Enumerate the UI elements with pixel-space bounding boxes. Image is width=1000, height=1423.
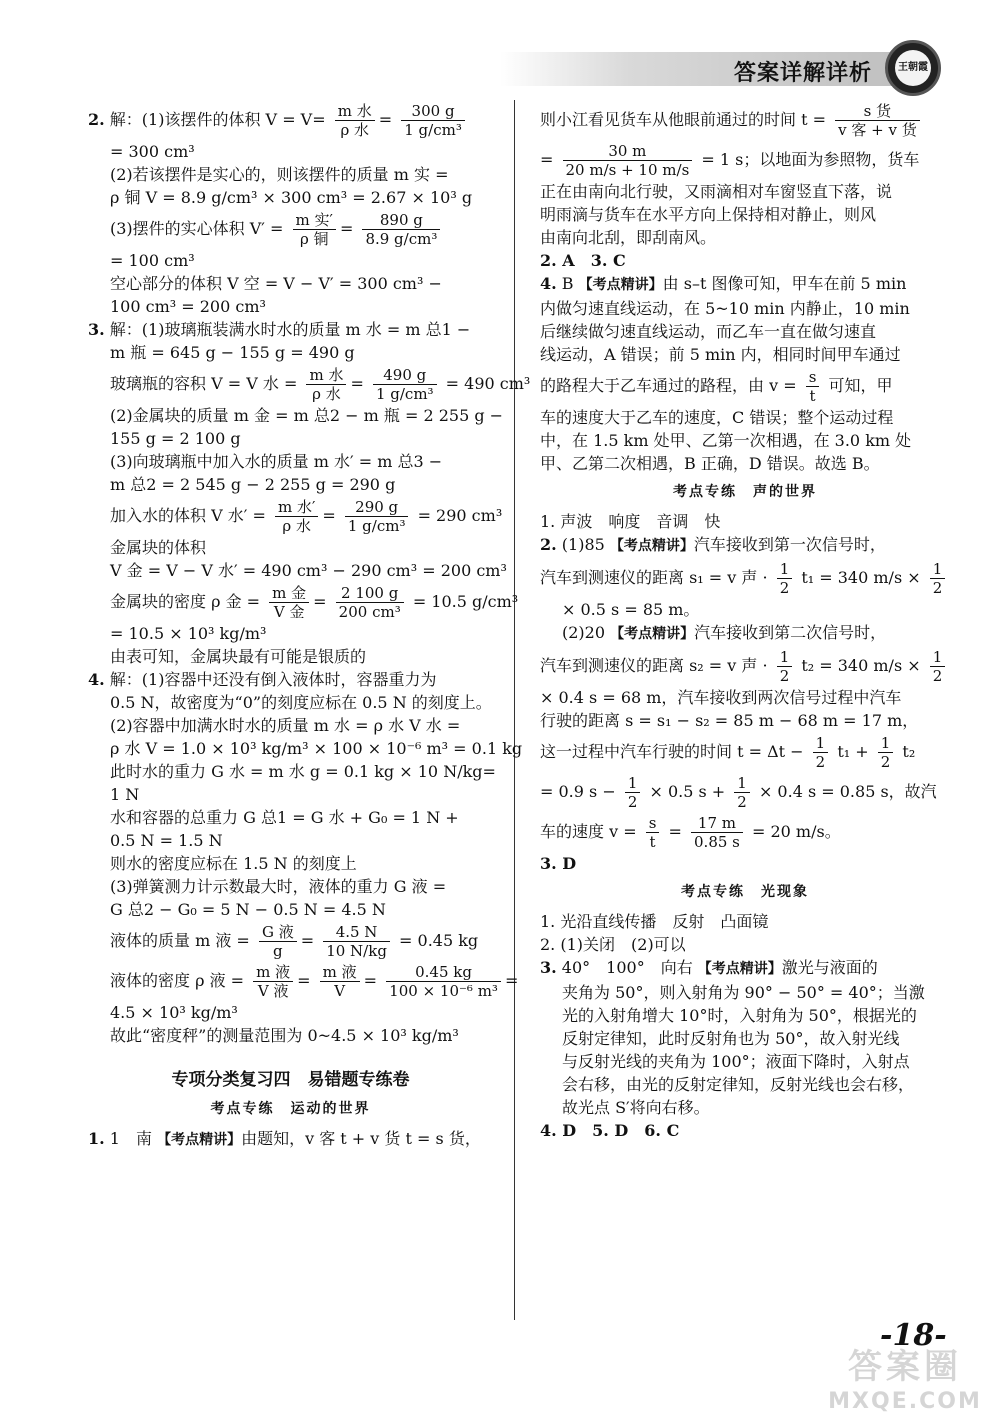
- fraction: $\frac{1}{2}$: [777, 648, 793, 685]
- fraction: $\frac{490 g}{\text{1 g/cm³}}$: [373, 366, 437, 403]
- q4-line-8: 0.5 N = 1.5 N: [110, 831, 223, 850]
- q4-line-2: 0.5 N，故密度为“0”的刻度应标在 0.5 N 的刻度上。: [110, 693, 492, 712]
- r-line-2: = $\frac{30 m}{20 m/s + 10 m/s}$ = 1 s；以地面为参照物，货车: [540, 142, 920, 179]
- fraction: $\frac{1}{2}$: [878, 734, 894, 771]
- light-q3-line-1: 3. 40° 100° 向右 【考点精讲】激光与液面的: [540, 958, 878, 977]
- q4-line-14: 4.5 × 10³ kg/m³: [110, 1003, 238, 1022]
- light-q1: 1. 光沿直线传播 反射 凸面镜: [540, 912, 769, 931]
- sound-q2-line-4: (2)20 【考点精讲】汽车接收到第二次信号时，: [562, 623, 887, 642]
- q3-line-2: m 瓶 = 645 g − 155 g = 490 g: [110, 343, 355, 362]
- q4-line-1: 4. 解：(1)容器中还没有倒入液体时，容器重力为: [88, 670, 437, 689]
- sound-q2-line-6: × 0.4 s = 68 m，汽车接收到两次信号过程中汽车: [540, 688, 902, 707]
- fraction: $\frac{\text{m 水}}{\text{ρ 水}}$: [306, 366, 346, 403]
- fraction: $\frac{1}{2}$: [930, 648, 946, 685]
- fraction: $\frac{1}{2}$: [930, 560, 946, 597]
- q4-line-13: 液体的密度 ρ 液 = $\frac{\text{m 液}}{\text{V 液}}$ = $\frac{\text{m 液}}{V}$ = $\frac{0.45 kg}{\text{100 × 10⁻⁶ m³}}$ =: [110, 963, 519, 1000]
- fraction: $\frac{4.5 N}{10 N/kg}$: [323, 923, 390, 960]
- fraction: $\frac{0.45 kg}{\text{100 × 10⁻⁶ m³}}$: [386, 963, 501, 1000]
- q2-line-7: 空心部分的体积 V 空 = V − V′ = 300 cm³ −: [110, 274, 442, 293]
- fraction: $\frac{\text{m 液}}{V}$: [320, 963, 360, 1000]
- column-divider: [514, 100, 515, 1320]
- q3-line-7: m 总2 = 2 545 g − 2 255 g = 290 g: [110, 475, 396, 494]
- q4-line-11: G 总2 − G₀ = 5 N − 0.5 N = 4.5 N: [110, 900, 386, 919]
- fraction: $\frac{\text{m 液}}{\text{V 液}}$: [253, 963, 293, 1000]
- watermark-text-bottom: MXQE.COM: [828, 1389, 982, 1414]
- r-q4-line-6: 车的速度大于乙车的速度，C 错误；整个运动过程: [540, 408, 894, 427]
- r-line-1: 则小江看见货车从他眼前通过的时间 t = $\frac{\text{s 货}}{\text{v 客 + v 货}}$: [540, 100, 950, 140]
- q3-line-13: 由表可知，金属块最有可能是银质的: [110, 647, 367, 666]
- q2-line-5: (3)摆件的实心体积 V′ = $\frac{\text{m 实′}}{\text{ρ 铜}}$ = $\frac{890 g}{\text{8.9 g/cm³}}$: [88, 209, 493, 249]
- fraction: $\frac{\text{s 货}}{\text{v 客 + v 货}}$: [835, 102, 920, 139]
- sound-q2-line-1: 2. (1)85 【考点精讲】汽车接收到第一次信号时，: [540, 535, 886, 554]
- r-q4-line-5: 的路程大于乙车通过的路程，由 v = $\frac{s}{t}$ 可知，甲: [540, 368, 893, 405]
- sound-q3: 3. D: [540, 854, 577, 873]
- section-title: 专项分类复习四 易错题专练卷: [171, 1070, 410, 1090]
- light-q3-line-7: 故光点 S′将向右移。: [562, 1098, 710, 1117]
- fraction: $\frac{290 g}{\text{1 g/cm³}}$: [345, 498, 409, 535]
- watermark-logo: [820, 1345, 990, 1420]
- r-q4-line-7: 中，在 1.5 km 处甲、乙第一次相遇，在 3.0 km 处: [540, 431, 912, 450]
- sound-q2-line-9: = 0.9 s − $\frac{1}{2}$ × 0.5 s + $\frac{1}{2}$ × 0.4 s = 0.85 s，故汽: [540, 774, 937, 811]
- left-column: [88, 100, 531, 1152]
- light-q3-line-2: 夹角为 50°，则入射角为 90° − 50° = 40°；当激: [562, 983, 925, 1002]
- q3-line-10: V 金 = V − V 水′ = 490 cm³ − 290 cm³ = 200 cm³: [110, 561, 507, 580]
- subsection-title-sound: 考点专练 声的世界: [673, 484, 817, 500]
- q3-line-12: = 10.5 × 10³ kg/m³: [110, 624, 267, 643]
- fraction: $\frac{\text{m 水′}}{\text{ρ 水}}$: [275, 498, 318, 535]
- q4-line-4: ρ 水 V = 1.0 × 10³ kg/m³ × 100 × 10⁻⁶ m³ = 0.1 kg: [110, 739, 523, 758]
- fraction: $\frac{1}{2}$: [777, 560, 793, 597]
- r-q4-line-4: 线运动，A 错误；前 5 min 内，相同时间甲车通过: [540, 345, 901, 364]
- light-q2: 2. (1)关闭 (2)可以: [540, 935, 686, 954]
- q4-line-10: (3)弹簧测力计示数最大时，液体的重力 G 液 =: [110, 877, 447, 896]
- right-column: [540, 100, 950, 1142]
- q4-line-12: 液体的质量 m 液 = $\frac{\text{G 液}}{g}$ = $\frac{4.5 N}{10 N/kg}$ = 0.45 kg: [110, 923, 479, 960]
- light-q4-6: 4. D 5. D 6. C: [540, 1121, 680, 1140]
- sound-q2-line-10: 车的速度 v = $\frac{s}{t}$ = $\frac{17 m}{0.85 s}$ = 20 m/s。: [540, 814, 841, 851]
- q4-line-7: 水和容器的总重力 G 总1 = G 水 + G₀ = 1 N +: [110, 808, 459, 827]
- q4-line-9: 则水的密度应标在 1.5 N 的刻度上: [110, 854, 357, 873]
- r-q4-line-3: 后继续做匀速直线运动，而乙车一直在做匀速直: [540, 322, 877, 341]
- fraction: $\frac{\text{m 金}}{\text{V 金}}$: [269, 584, 309, 621]
- q4-line-5: 此时水的重力 G 水 = m 水 g = 0.1 kg × 10 N/kg=: [110, 762, 496, 781]
- r-q4-line-2: 内做匀速直线运动，在 5~10 min 内静止，10 min: [540, 299, 910, 318]
- q3-line-1: 3. 解：(1)玻璃瓶装满水时水的质量 m 水 = m 总1 −: [88, 320, 471, 339]
- q3-line-9: 金属块的体积: [110, 538, 207, 557]
- fraction: $\frac{s}{t}$: [806, 368, 820, 405]
- r-q4-line-8: 甲、乙第二次相遇，B 正确，D 错误。故选 B。: [540, 454, 880, 473]
- brand-logo-icon: [885, 40, 941, 96]
- fraction: $\frac{890 g}{\text{8.9 g/cm³}}$: [362, 211, 440, 248]
- q3-line-11: 金属块的密度 ρ 金 = $\frac{\text{m 金}}{\text{V 金}}$ = $\frac{2 100 g}{\text{200 cm³}}$ = 10.5 g/cm³: [110, 584, 519, 621]
- fraction: $\frac{1}{2}$: [813, 734, 829, 771]
- sound-q1: 1. 声波 响度 音调 快: [540, 512, 721, 531]
- q2-line-3: (2)若该摆件是实心的，则该摆件的质量 m 实 =: [110, 165, 449, 184]
- q2-line-4: ρ 铜 V = 8.9 g/cm³ × 300 cm³ = 2.67 × 10³ g: [110, 188, 473, 207]
- r-line-5: 由南向北刮，即刮南风。: [540, 228, 717, 247]
- q2-line-1: 2. 解：(1)该摆件的体积 V = V= $\frac{\text{m 水}}{\text{ρ 水}}$ = $\frac{300 g}{\text{1 g/cm³}}$: [88, 100, 493, 140]
- light-q3-line-5: 与反射光线的夹角为 100°；液面下降时，入射点: [562, 1052, 910, 1071]
- q3-line-3: 玻璃瓶的容积 V = V 水 = $\frac{\text{m 水}}{\text{ρ 水}}$ = $\frac{490 g}{\text{1 g/cm³}}$ = 490 cm³: [110, 366, 531, 403]
- q3-line-8: 加入水的体积 V 水′ = $\frac{\text{m 水′}}{\text{ρ 水}}$ = $\frac{290 g}{\text{1 g/cm³}}$ = 290 cm³: [110, 498, 503, 535]
- light-q3-line-3: 光的入射角增大 10°时，入射角为 50°，根据光的: [562, 1006, 917, 1025]
- sound-q2-line-5: 汽车到测速仪的距离 s₂ = v 声 · $\frac{1}{2}$ t₂ = 340 m/s × $\frac{1}{2}$: [540, 646, 950, 686]
- q2-line-8: 100 cm³ = 200 cm³: [110, 297, 266, 316]
- fraction: $\frac{\text{G 液}}{g}$: [259, 923, 297, 960]
- q4-line-6: 1 N: [110, 785, 140, 804]
- fraction: $\frac{30 m}{20 m/s + 10 m/s}$: [563, 142, 693, 179]
- fraction: $\frac{\text{m 实′}}{\text{ρ 铜}}$: [293, 211, 336, 248]
- fraction: $\frac{1}{2}$: [734, 774, 750, 811]
- fraction: $\frac{2 100 g}{\text{200 cm³}}$: [336, 584, 404, 621]
- sound-q2-line-3: × 0.5 s = 85 m。: [562, 600, 700, 619]
- q2-line-2: = 300 cm³: [110, 142, 195, 161]
- subsection-title-light: 考点专练 光现象: [681, 884, 809, 900]
- q3-line-6: (3)向玻璃瓶中加入水的质量 m 水′ = m 总3 −: [110, 452, 443, 471]
- sound-q2-line-7: 行驶的距离 s = s₁ − s₂ = 85 m − 68 m = 17 m，: [540, 711, 919, 730]
- r-line-3: 正在由南向北行驶，又雨滴相对车窗竖直下落，说: [540, 182, 893, 201]
- q4-line-3: (2)容器中加满水时水的质量 m 水 = ρ 水 V 水 =: [110, 716, 461, 735]
- fraction: $\frac{17 m}{0.85 s}$: [691, 814, 743, 851]
- q2-line-6: = 100 cm³: [110, 251, 195, 270]
- subsection-title-motion: 考点专练 运动的世界: [210, 1101, 371, 1117]
- light-q3-line-6: 会右移，由光的反射定律知，反射光线也会右移，: [562, 1075, 915, 1094]
- light-q3-line-4: 反射定律知，此时反射角也为 50°，故入射光线: [562, 1029, 900, 1048]
- fraction: $\frac{\text{m 水}}{\text{ρ 水}}$: [335, 102, 375, 139]
- fraction: $\frac{s}{t}$: [646, 814, 660, 851]
- brand-logo-text: 王朝霞: [895, 50, 931, 86]
- q3-line-5: 155 g = 2 100 g: [110, 429, 241, 448]
- sound-q2-line-2: 汽车到测速仪的距离 s₁ = v 声 · $\frac{1}{2}$ t₁ = 340 m/s × $\frac{1}{2}$: [540, 558, 950, 598]
- motion-q1: 1. 1 南 【考点精讲】由题知，v 客 t + v 货 t = s 货，: [88, 1129, 481, 1148]
- page-number: -18-: [880, 1318, 947, 1353]
- answers-2-3: 2. A 3. C: [540, 251, 626, 270]
- page-header: [0, 0, 1000, 100]
- sound-q2-line-8: 这一过程中汽车行驶的时间 t = Δt − $\frac{1}{2}$ t₁ + $\frac{1}{2}$ t₂: [540, 734, 916, 771]
- watermark-text-top: 答案圈: [848, 1347, 962, 1387]
- fraction: $\frac{1}{2}$: [625, 774, 641, 811]
- r-q4-line-1: 4. B 【考点精讲】由 s–t 图像可知，甲车在前 5 min: [540, 274, 907, 293]
- header-title: 答案详解详析: [733, 61, 872, 86]
- q3-line-4: (2)金属块的质量 m 金 = m 总2 − m 瓶 = 2 255 g −: [110, 406, 504, 425]
- q4-line-15: 故此“密度秤”的测量范围为 0~4.5 × 10³ kg/m³: [110, 1026, 459, 1045]
- fraction: $\frac{300 g}{\text{1 g/cm³}}$: [401, 102, 465, 139]
- r-line-4: 明雨滴与货车在水平方向上保持相对静止，则风: [540, 205, 877, 224]
